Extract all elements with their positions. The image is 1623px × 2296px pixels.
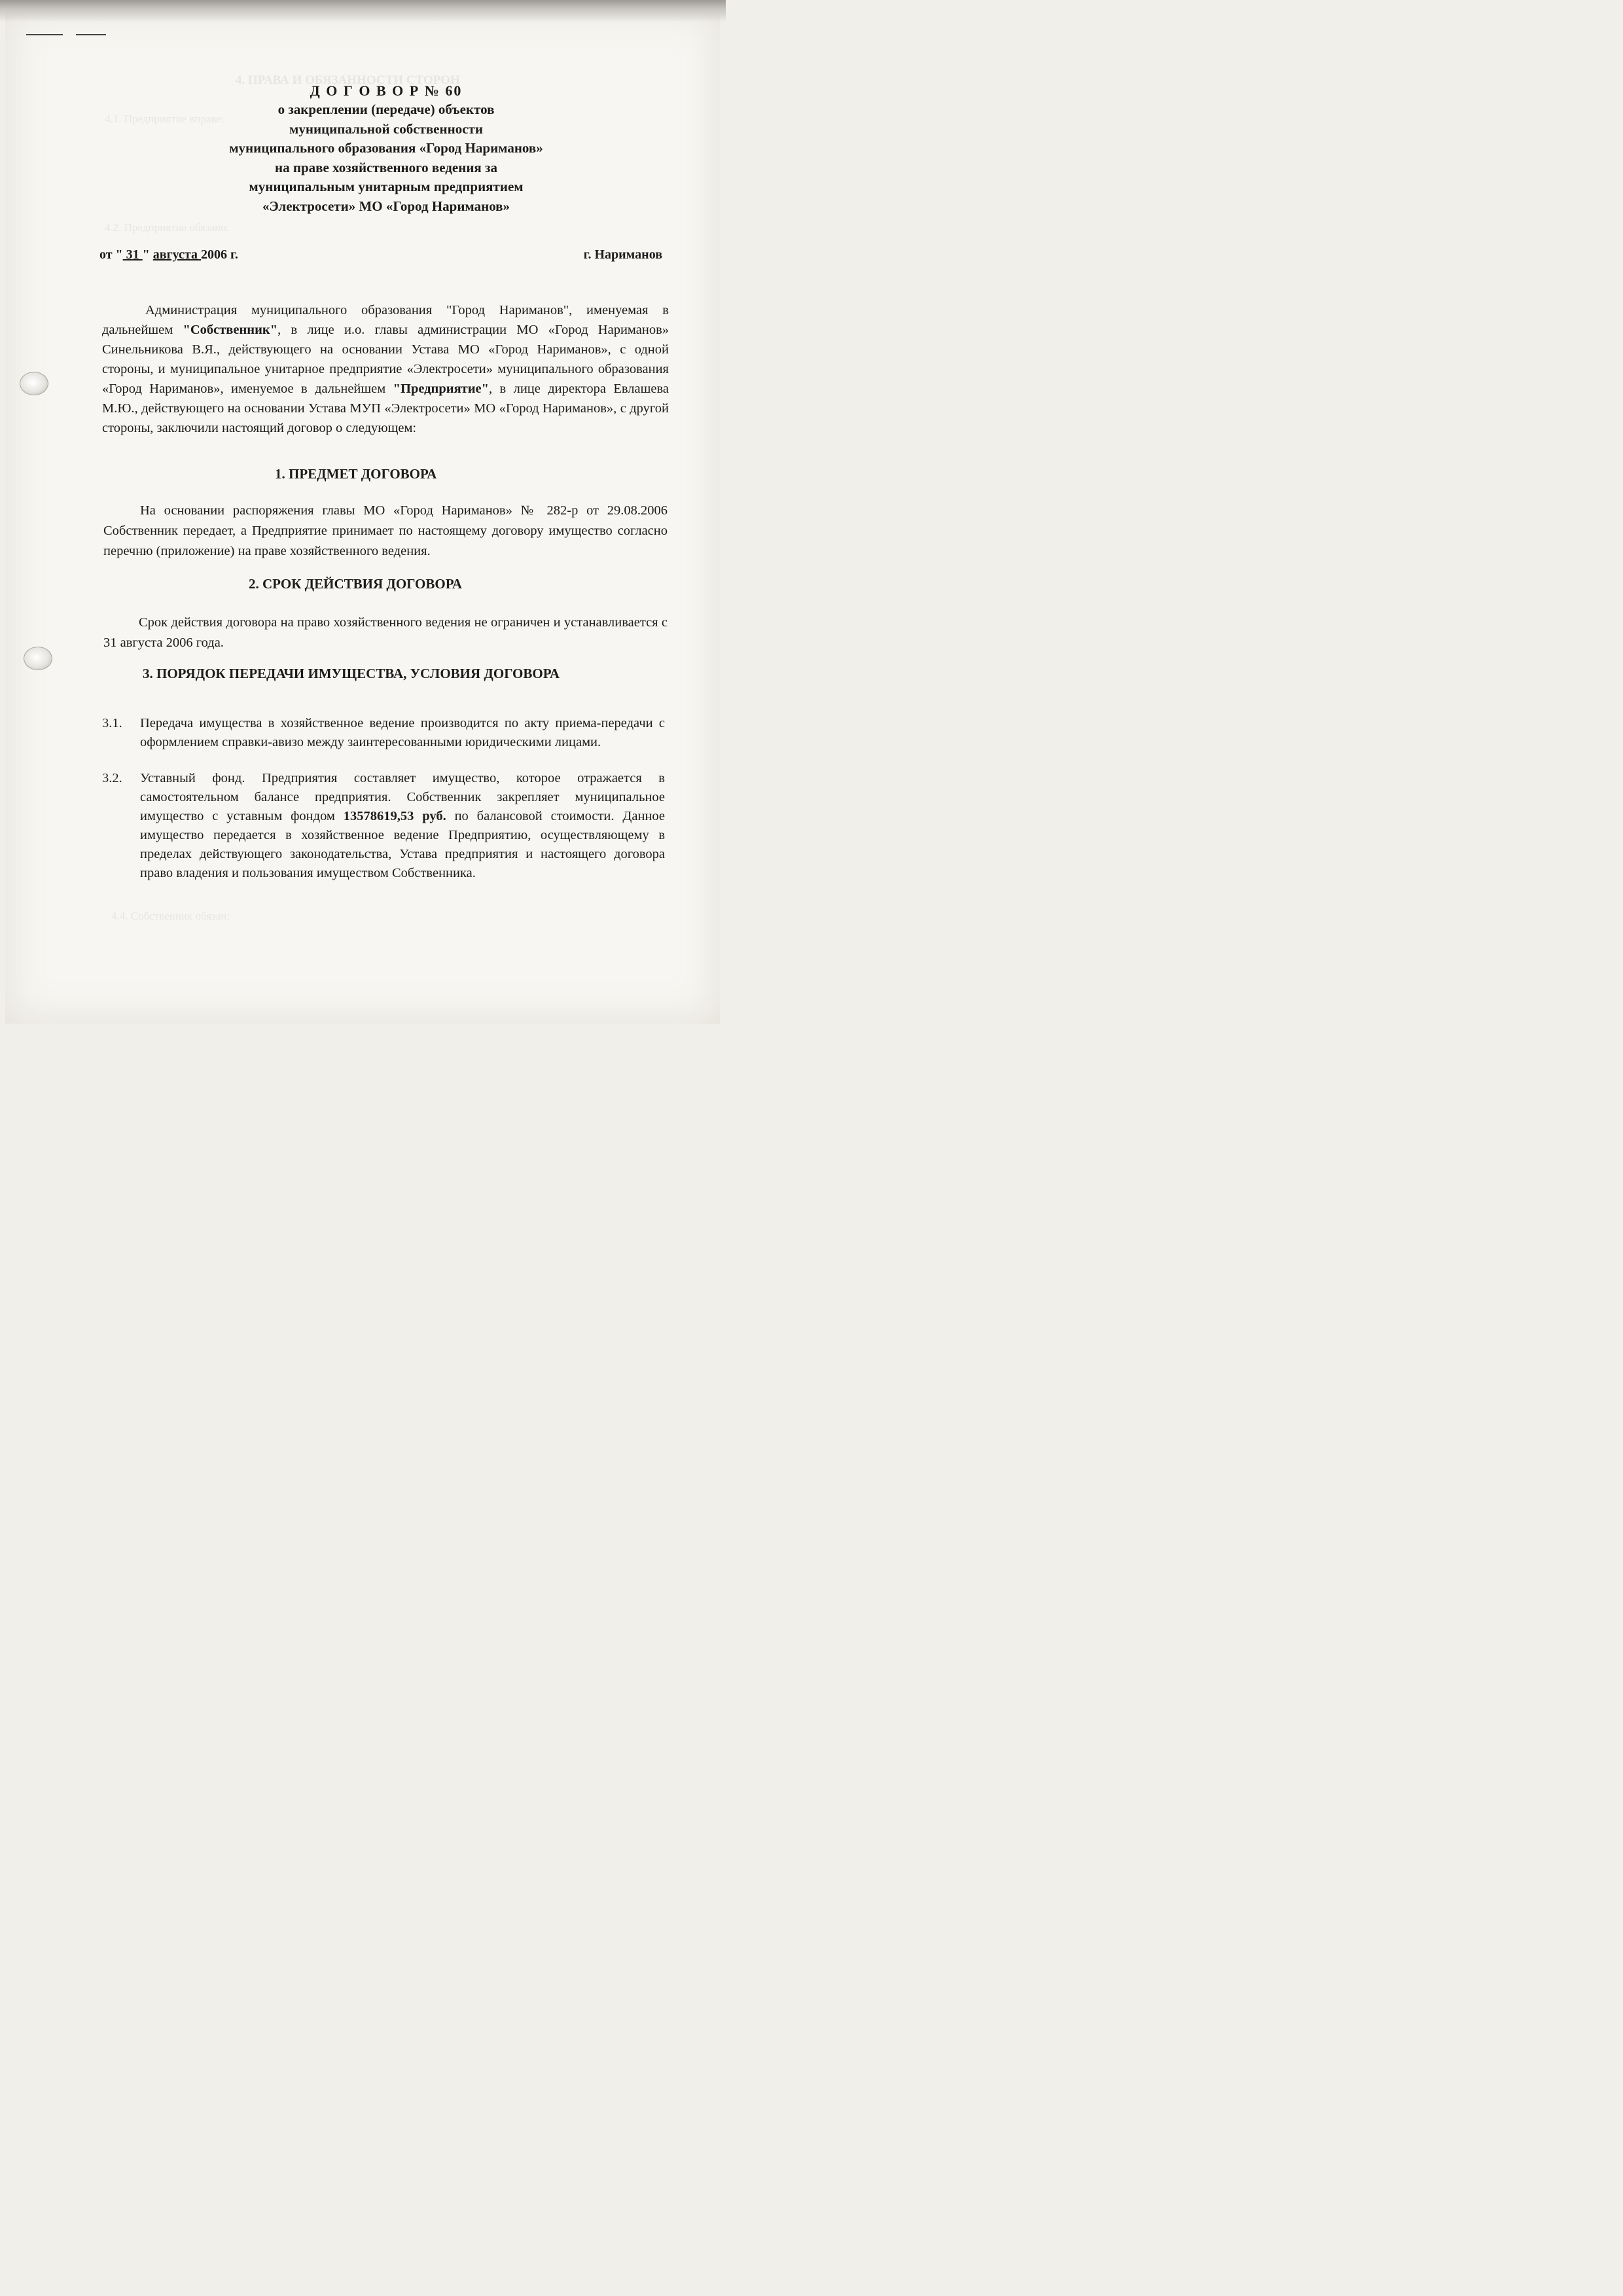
date-middle: ": [142, 247, 153, 262]
clause-3-2: [102, 769, 665, 883]
clause-number: 3.1.: [102, 716, 122, 730]
section-1-text: На основании распоряжения главы МО «Город Нариманов» № 282-р от 29.08.2006 Собственник передает, а Предприятие принимает по настоящему договору имущество согласно перечню (приложение) на праве хозяйственного ведения.: [103, 503, 668, 558]
preamble-text: , в лице и.о. главы администрации МО «Город Нариманов» Синельникова В.Я., действующего на основании Устава МО «Город Нариманов», с одной стороны, и муниципальное унитарное предприятие «Электросети» муниципального образования «Город Нариманов», именуемое в дальнейшем: [102, 323, 669, 396]
punch-hole: [20, 372, 48, 395]
preamble-text: Администрация муниципального образования "Город Нариманов", именуемая в дальнейшем: [102, 303, 669, 337]
clause-number: 3.2.: [102, 771, 122, 785]
clause-text: Передача имущества в хозяйственное ведение производится по акту приема-передачи с оформлением справки-авизо между заинтересованными юридическими лицами.: [140, 716, 665, 749]
section-2-text: Срок действия договора на право хозяйственного ведения не ограничен и устанавливается с 31 августа 2006 года.: [103, 615, 668, 650]
show-through-text: 4.4. Собственник обязан:: [111, 910, 230, 922]
document-subtitle-line: муниципального образования «Город Нариманов»: [229, 140, 543, 156]
show-through-text: 4.1. Предприятие вправе:: [105, 113, 224, 125]
enterprise-term: "Предприятие": [393, 382, 490, 396]
clause-3-1: [102, 714, 665, 752]
preamble-text: , в лице директора Евлашева М.Ю., действующего на основании Устава МУП «Электросети» МО «Город Нариманов», с другой стороны, заключили настоящий договор о следующем:: [102, 382, 669, 435]
page-mark-dash: [76, 34, 106, 35]
section-2-heading: 2. СРОК ДЕЙСТВИЯ ДОГОВОРА: [249, 576, 463, 592]
scan-edge-shadow: [0, 0, 726, 22]
section-1-heading: 1. ПРЕДМЕТ ДОГОВОРА: [275, 466, 437, 482]
charter-fund-amount: 13578619,53 руб.: [343, 809, 446, 823]
document-subtitle-line: муниципальной собственности: [289, 120, 483, 137]
show-through-text: 4. ПРАВА И ОБЯЗАННОСТИ СТОРОН: [236, 73, 460, 87]
show-through-text: 4.2. Предприятие обязано:: [105, 221, 230, 234]
document-subtitle-line: муниципальным унитарным предприятием: [249, 179, 524, 194]
punch-hole: [24, 647, 52, 670]
clause-text-part: Уставный фонд. Предприятия составляет имущество, которое отражается в самостоятельном балансе предприятия. Собственник закрепляет муниципальное имущество с уставным фондом: [140, 771, 665, 823]
document-subtitle-line: о закреплении (передаче) объектов: [277, 101, 495, 117]
contract-header: [98, 81, 674, 216]
clause-text: [140, 769, 665, 883]
clause-text-part: по балансовой стоимости. Данное имущество передается в хозяйственное ведение Предприятию, осуществляющему в пределах действующего законодательства, Устава предприятия и настоящего договора право владения и пользования имуществом Собственника.: [140, 809, 665, 880]
date-month: августа: [152, 247, 201, 262]
date-day: 31: [122, 247, 143, 262]
document-subtitle-line: «Электросети» МО «Город Нариманов»: [262, 198, 510, 214]
date-year: 2006 г.: [201, 247, 238, 262]
contract-city: г. Нариманов: [583, 247, 662, 262]
owner-term: "Собственник": [183, 323, 278, 337]
document-title: Д О Г О В О Р № 60: [310, 82, 463, 99]
date-prefix: от ": [99, 247, 123, 262]
page-mark-dash: [26, 34, 63, 35]
preamble-paragraph: [102, 300, 669, 438]
document-subtitle-line: на праве хозяйственного ведения за: [275, 159, 497, 175]
section-3-heading: 3. ПОРЯДОК ПЕРЕДАЧИ ИМУЩЕСТВА, УСЛОВИЯ ДОГОВОРА: [143, 666, 560, 681]
contract-date-line: [99, 247, 662, 262]
